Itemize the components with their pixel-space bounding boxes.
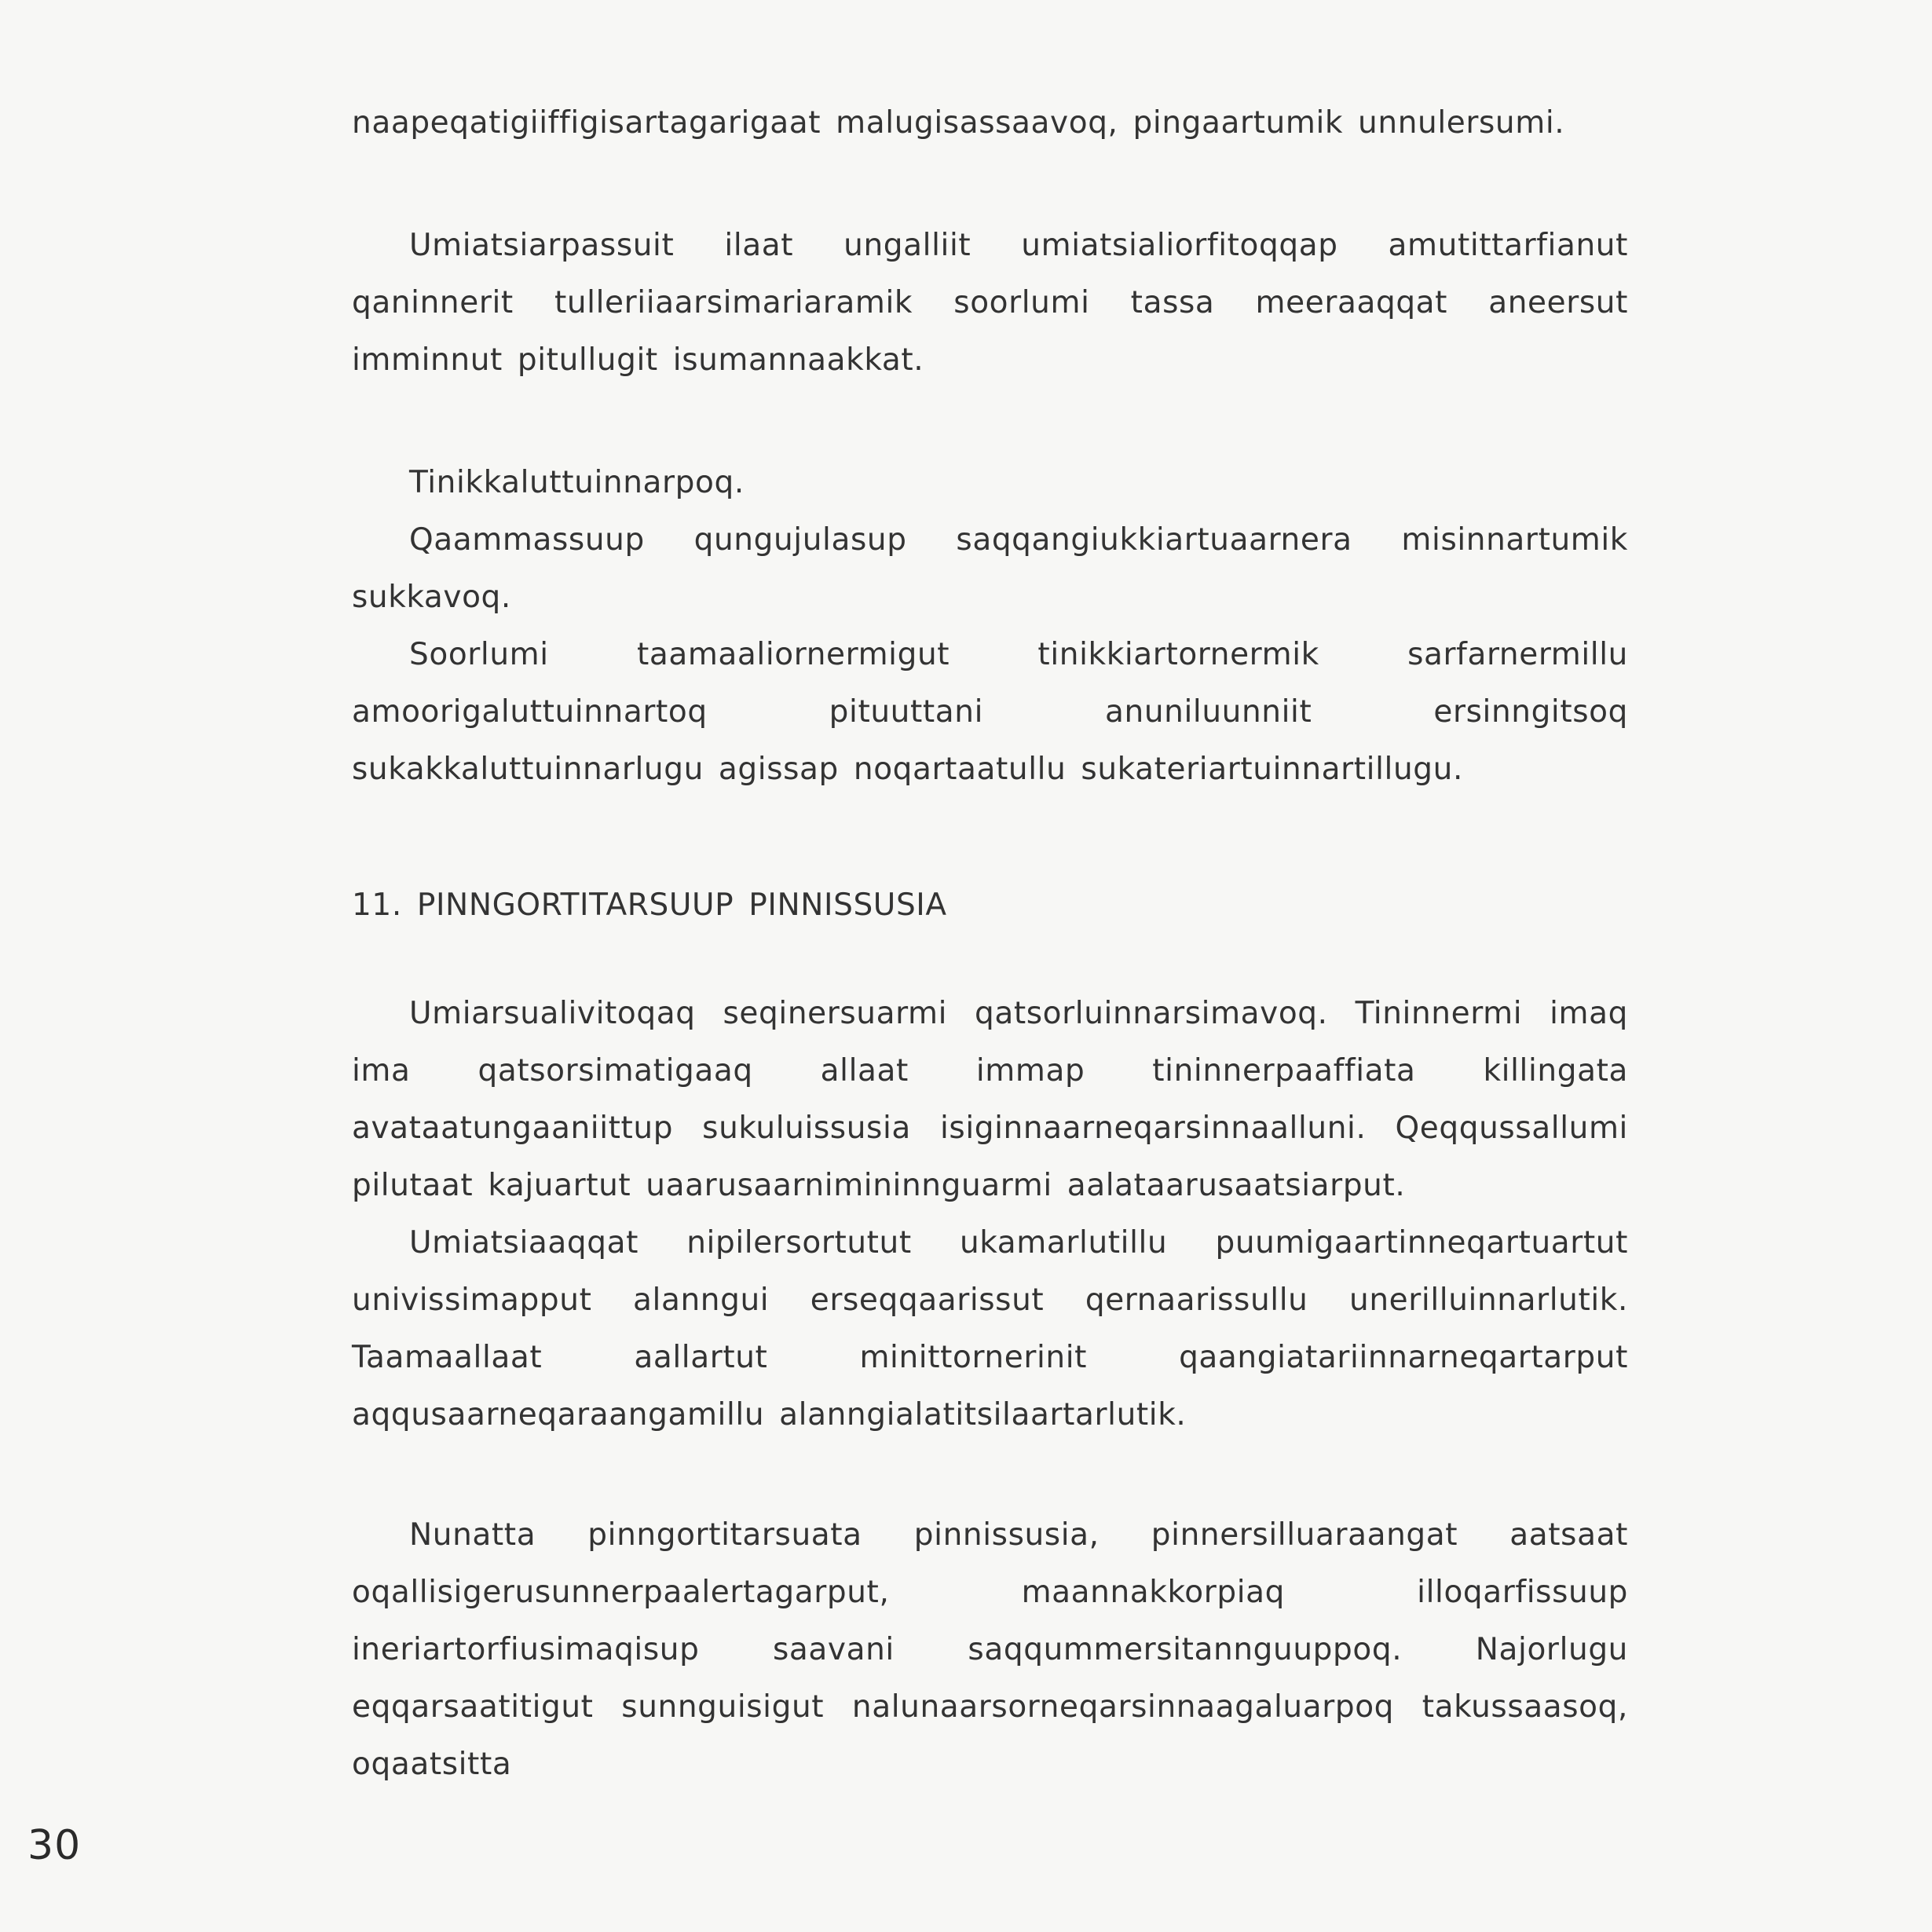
text-column — [352, 94, 1628, 1793]
paragraph-umiatsiarpassuit: Umiatsiarpassuit ilaat ungalliit umiatsialiorfitoqqap amutittarfianut qaninnerit tulleriiaarsimariaramik soorlumi tassa meeraaqqat aneersut imminnut pitullugit isumannaakkat. — [352, 228, 1628, 378]
paragraph-nunatta: Nunatta pinngortitarsuata pinnissusia, pinnersilluaraangat aatsaat oqallisigerusunnerpaalertagarput, maannakkorpiaq illoqarfissuup ineriartorfiusimaqisup saavani saqqummersitannguuppoq. Najorlugu eqqarsaatitigut sunnguisigut nalunaarsorneqarsinnaagaluarpoq takussaasoq, oqaatsitta — [352, 1517, 1628, 1782]
paragraph-umiarsualivitoqaq: Umiarsualivitoqaq seqinersuarmi qatsorluinnarsimavoq. Tininnermi imaq ima qatsorsimatigaaq allaat immap tininnerpaaffiata killingata avataatungaaniittup sukuluissusia isiginnaarneqarsinnaalluni. Qeqqussallumi pilutaat kajuartut uaarusaarnimininnguarmi aalataarusaatsiarput. — [352, 996, 1628, 1203]
paragraph-soorlumi: Soorlumi taamaaliornermigut tinikkiartornermik sarfarnermillu amoorigaluttuinnartoq pituuttani anuniluunniit ersinngitsoq sukakkaluttuinnarlugu agissap noqartaatullu sukateriartuinnartillugu. — [352, 637, 1628, 787]
paragraph-continued: naapeqatigiiffigisartagarigaat malugisassaavoq, pingaartumik unnulersumi. — [352, 105, 1565, 141]
paragraph-qaammassuup: Qaammassuup qungujulasup saqqangiukkiartuaarnera misinnartumik sukkavoq. — [352, 522, 1628, 615]
paragraph-tinikkaluttuinnarpoq: Tinikkaluttuinnarpoq. — [409, 465, 745, 500]
section-heading: 11. PINNGORTITARSUUP PINNISSUSIA — [352, 887, 947, 923]
paragraph-umiatsiaaqqat: Umiatsiaaqqat nipilersortutut ukamarlutillu puumigaartinneqartuartut univissimapput alanngui erseqqaarissut qernaarissullu unerilluinnarlutik. Taamaallaat aallartut minittornerinit qaangiatariinnarneqartarput aqqusaarneqaraangamillu alanngialatitsilaartarlutik. — [352, 1225, 1628, 1433]
page-number: 30 — [27, 1822, 82, 1869]
